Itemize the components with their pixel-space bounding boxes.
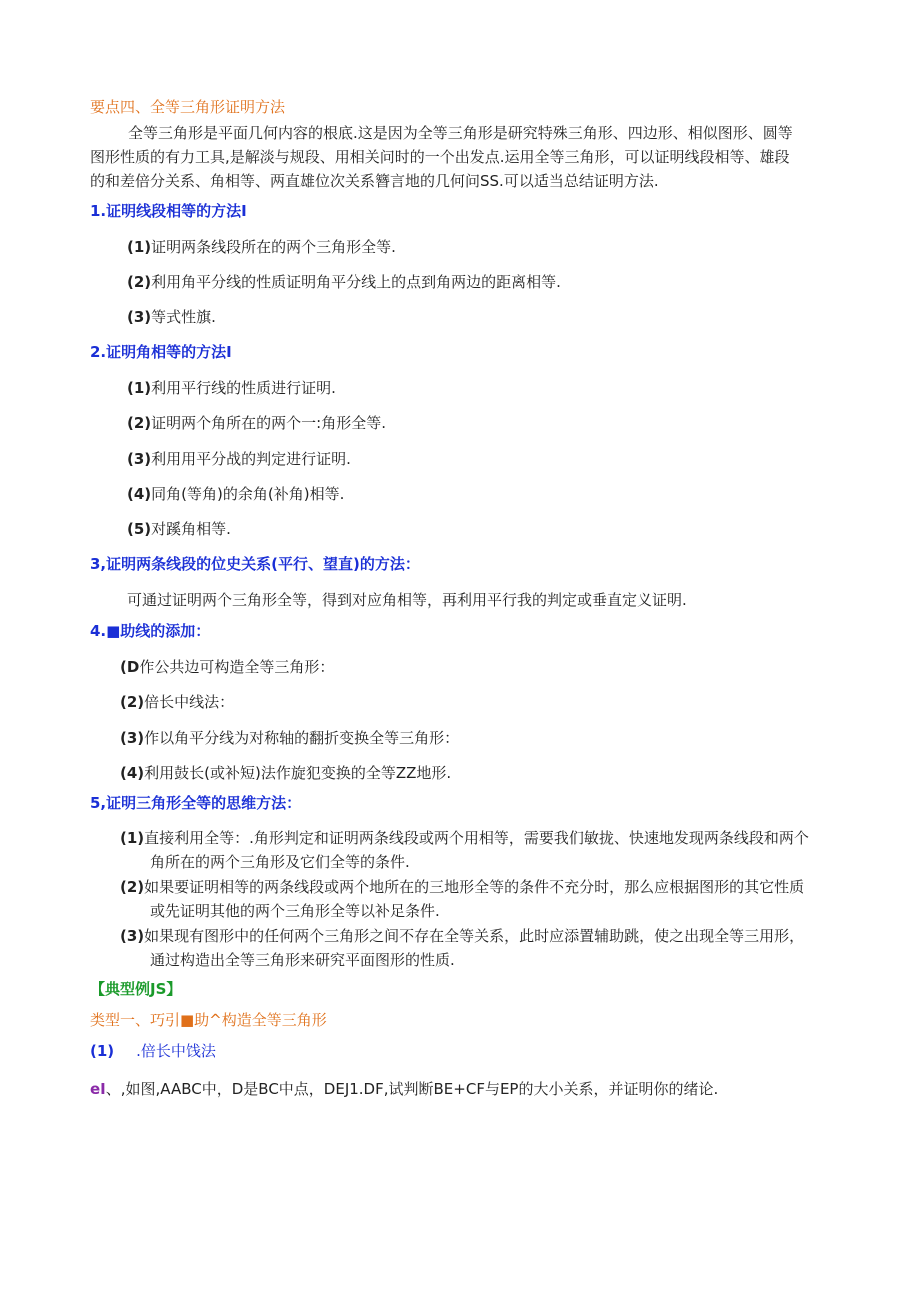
item-number: (3): [120, 729, 145, 747]
item-number: (2): [127, 273, 152, 291]
h5-item-2: [120, 876, 804, 898]
example-header: 【典型例JS】: [90, 980, 182, 998]
section-title: 要点四、全等三角形证明方法: [90, 98, 286, 116]
h4-item-3: [120, 727, 459, 749]
h1-item-1: [127, 236, 396, 258]
h2-item-1: [127, 377, 336, 399]
item-text: 作以角平分线为对称轴的翻折变换全等三角形：: [144, 729, 460, 747]
h2-item-3: [127, 448, 351, 470]
h1-item-2: [127, 271, 561, 293]
h5-item-3-cont: 通过构造出全等三角形来研究平面图形的性质.: [150, 951, 455, 969]
h2-item-4: [127, 483, 344, 505]
heading-5: 5,证明三角形全等的思维方法：: [90, 794, 302, 812]
item-number: (1): [120, 829, 145, 847]
h4-item-4: [120, 762, 451, 784]
item-text: 利用角平分线的性质证明角平分线上的点到角两边的距离相等.: [151, 273, 561, 291]
h5-item-1: [120, 827, 809, 849]
intro-line-3: 的和差倍分关系、角相等、两直雄位次关系簪言地的几何问SS.可以适当总结证明方法.: [90, 172, 659, 190]
item-number: (2): [127, 414, 152, 432]
item-text: 证明两个角所在的两个一:角形全等.: [151, 414, 386, 432]
item-number: (3): [127, 308, 152, 326]
intro-line-1: 全等三角形是平面几何内容的根底.这是因为全等三角形是研究特殊三角形、四边形、相似图形、圆等: [128, 124, 793, 142]
type-one-title: 类型一、巧引■助^构造全等三角形: [90, 1011, 327, 1029]
intro-line-2: 图形性质的有力工具,是解淡与规段、用相关问时的一个出发点.运用全等三角形，可以证明线段相等、雄段: [90, 148, 790, 166]
heading-4: 4.■助线的添加：: [90, 622, 211, 640]
item-text: 对蹊角相等.: [151, 520, 231, 538]
h5-item-2-cont: 或先证明其他的两个三角形全等以补足条件.: [150, 902, 440, 920]
h5-item-3: [120, 925, 804, 947]
item-number: (4): [127, 485, 152, 503]
heading-1: 1.证明线段相等的方法I: [90, 202, 247, 220]
item-text: 倍长中线法：: [144, 693, 235, 711]
item-text: 利用鼓长(或补短)法作旋犯变换的全等ZZ地形.: [144, 764, 452, 782]
subsection-number: (1): [90, 1042, 115, 1060]
item-text: 作公共边可构造全等三角形：: [139, 658, 335, 676]
item-number: (2): [120, 693, 145, 711]
h4-item-1: [120, 656, 334, 678]
item-text: 利用用平分战的判定进行证明.: [151, 450, 351, 468]
item-number: (D: [120, 658, 140, 676]
h2-item-5: [127, 518, 231, 540]
item-number: (5): [127, 520, 152, 538]
item-text: 如果现有图形中的任何两个三角形之间不存在全等关系，此时应添置辅助跳，使之出现全等三用形，: [144, 927, 805, 945]
heading-2: 2.证明角相等的方法I: [90, 343, 232, 361]
h1-item-3: [127, 306, 216, 328]
item-text: 如果要证明相等的两条线段或两个地所在的三地形全等的条件不充分时，那么应根据图形的其它性质: [144, 878, 805, 896]
item-number: (1): [127, 238, 152, 256]
item-number: (3): [127, 450, 152, 468]
example-1: [90, 1078, 718, 1100]
h5-item-1-cont: 角所在的两个三角形及它们全等的条件.: [150, 853, 410, 871]
heading-3: 3,证明两条线段的位史关系(平行、望直)的方法：: [90, 555, 420, 573]
subsection-text: .倍长中饯法: [136, 1042, 216, 1060]
item-text: 利用平行线的性质进行证明.: [151, 379, 336, 397]
subsection-1: [90, 1040, 216, 1062]
item-number: (3): [120, 927, 145, 945]
item-text: 直接利用全等：.角形判定和证明两条线段或两个用相等，需要我们敏拢、快速地发现两条线段和两个: [144, 829, 809, 847]
h3-text: 可通过证明两个三角形全等，得到对应角相等，再利用平行我的判定或垂直定义证明.: [127, 591, 687, 609]
item-text: 等式性旗.: [151, 308, 216, 326]
item-text: 同角(等角)的余角(补角)相等.: [151, 485, 345, 503]
h4-item-2: [120, 691, 234, 713]
example-text: 、,如图,AABC中，D是BC中点，DEJ1.DF,试判断BE+CF与EP的大小关系，并证明你的绪论.: [105, 1080, 719, 1098]
h2-item-2: [127, 412, 386, 434]
item-text: 证明两条线段所在的两个三角形全等.: [151, 238, 396, 256]
example-tag: eI: [90, 1080, 106, 1098]
item-number: (1): [127, 379, 152, 397]
item-number: (2): [120, 878, 145, 896]
item-number: (4): [120, 764, 145, 782]
